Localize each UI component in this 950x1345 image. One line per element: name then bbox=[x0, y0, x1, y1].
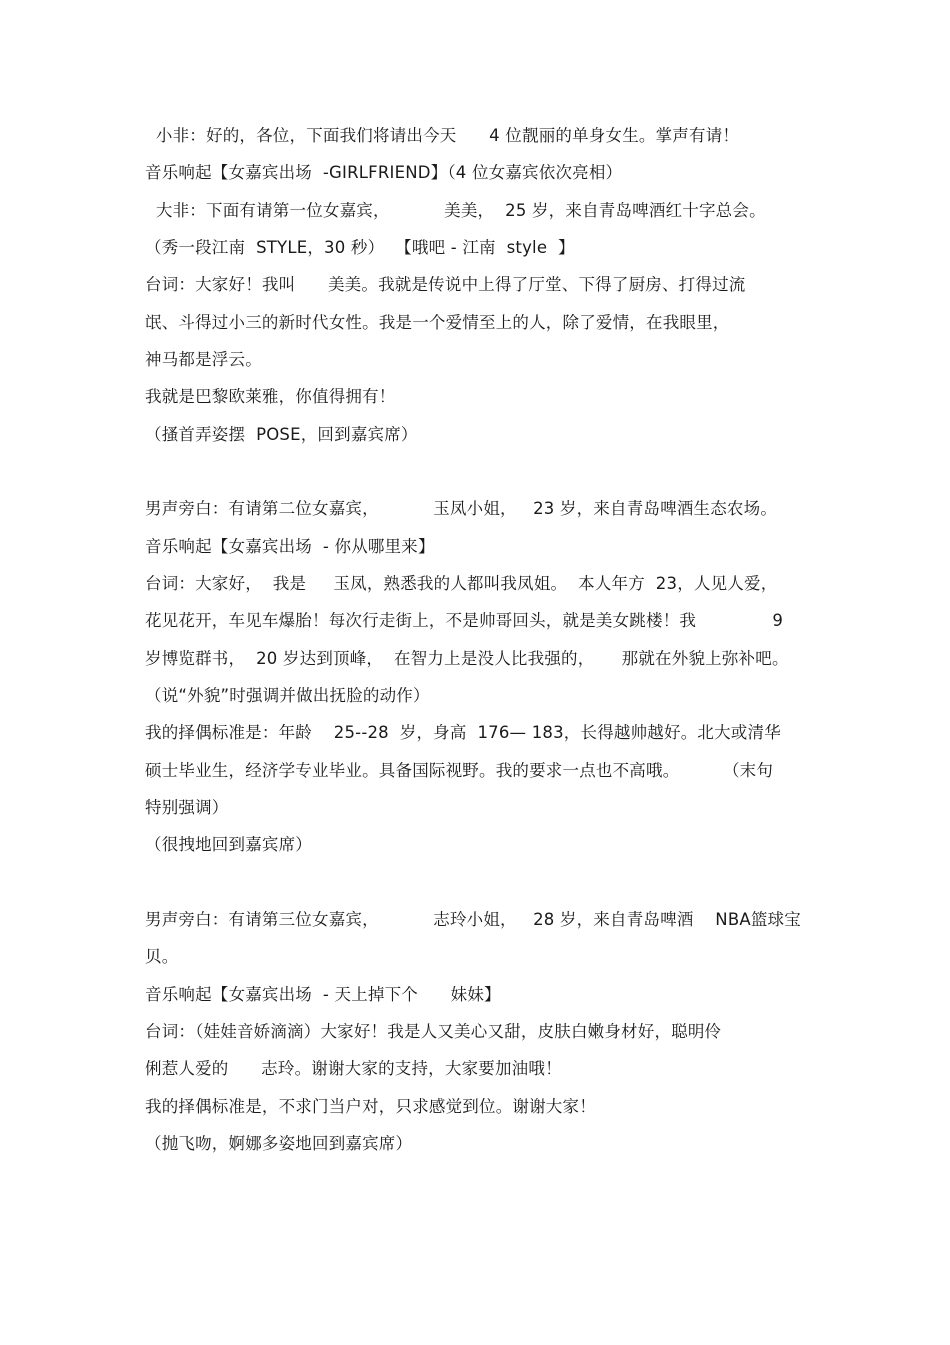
script-line: （秀一段江南 STYLE，30 秒） 【哦吧 - 江南 style 】 bbox=[145, 238, 575, 257]
script-line: 氓、斗得过小三的新时代女性。我是一个爱情至上的人，除了爱情，在我眼里， bbox=[145, 313, 730, 332]
script-line: 我就是巴黎欧莱雅，你值得拥有！ bbox=[145, 387, 396, 406]
script-line: （搔首弄姿摆 POSE，回到嘉宾席） bbox=[145, 425, 418, 444]
script-line: 特别强调） bbox=[145, 798, 229, 817]
script-line: 贝。 bbox=[145, 947, 179, 966]
script-line: 音乐响起【女嘉宾出场 - 天上掉下个 妹妹】 bbox=[145, 985, 501, 1004]
script-line: 音乐响起【女嘉宾出场 - 你从哪里来】 bbox=[145, 537, 435, 556]
script-line: 神马都是浮云。 bbox=[145, 350, 262, 369]
script-line: 俐惹人爱的 志玲。谢谢大家的支持，大家要加油哦！ bbox=[145, 1059, 562, 1078]
script-line: 我的择偶标准是：年龄 25--28 岁，身高 176— 183，长得越帅越好。北大或清华 bbox=[145, 723, 781, 742]
script-line: 我的择偶标准是，不求门当户对，只求感觉到位。谢谢大家！ bbox=[145, 1097, 596, 1116]
script-line: （抛飞吻，婀娜多姿地回到嘉宾席） bbox=[145, 1134, 413, 1153]
script-line: 台词：大家好！我叫 美美。我就是传说中上得了厅堂、下得了厨房、打得过流 bbox=[145, 275, 746, 294]
script-line: 花见花开，车见车爆胎！每次行走街上，不是帅哥回头，就是美女跳楼！我 9 bbox=[145, 611, 784, 630]
script-line: 大非：下面有请第一位女嘉宾， 美美， 25 岁，来自青岛啤酒红十字总会。 bbox=[145, 201, 766, 220]
script-line: 硕士毕业生，经济学专业毕业。具备国际视野。我的要求一点也不高哦。 （末句 bbox=[145, 761, 774, 780]
script-line: 男声旁白：有请第二位女嘉宾， 玉凤小姐， 23 岁，来自青岛啤酒生态农场。 bbox=[145, 499, 778, 518]
script-line: 小非：好的，各位，下面我们将请出今天 4 位靓丽的单身女生。掌声有请！ bbox=[145, 126, 740, 145]
script-line: （很拽地回到嘉宾席） bbox=[145, 835, 312, 854]
script-line: （说“外貌”时强调并做出抚脸的动作） bbox=[145, 686, 430, 705]
script-line: 台词：大家好， 我是 玉凤，熟悉我的人都叫我凤姐。 本人年方 23，人见人爱， bbox=[145, 574, 778, 593]
script-line: 台词：（娃娃音娇滴滴）大家好！我是人又美心又甜，皮肤白嫩身材好，聪明伶 bbox=[145, 1022, 722, 1041]
script-line: 音乐响起【女嘉宾出场 -GIRLFRIEND】（4 位女嘉宾依次亮相） bbox=[145, 163, 623, 182]
script-line: 岁博览群书， 20 岁达到顶峰， 在智力上是没人比我强的， 那就在外貌上弥补吧。 bbox=[145, 649, 789, 668]
script-line: 男声旁白：有请第三位女嘉宾， 志玲小姐， 28 岁，来自青岛啤酒 NBA篮球宝 bbox=[145, 910, 801, 929]
